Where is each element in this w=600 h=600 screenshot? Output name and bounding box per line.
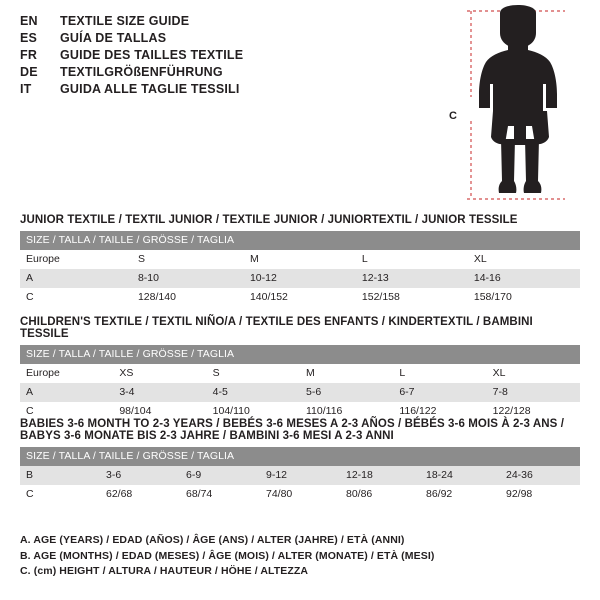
- junior-size-table: [20, 231, 580, 307]
- header-block: [20, 14, 440, 99]
- section-children: [20, 316, 580, 421]
- cell-value: 3-6: [100, 466, 180, 485]
- child-silhouette-figure: [445, 5, 585, 205]
- cell-value: 92/98: [500, 485, 580, 504]
- cell-value: 122/128: [487, 402, 580, 421]
- cell-value: 3-4: [113, 383, 206, 402]
- language-code-fr: FR: [20, 48, 38, 62]
- language-code-es: ES: [20, 31, 38, 45]
- table-header-row: [20, 345, 580, 364]
- cell-value: 140/152: [244, 288, 356, 307]
- cell-value: 9-12: [260, 466, 340, 485]
- cell-value: 98/104: [113, 402, 206, 421]
- header-row: [20, 14, 440, 28]
- header-row: [20, 82, 440, 96]
- header-row: [20, 65, 440, 79]
- cell-value: 86/92: [420, 485, 500, 504]
- cell-value: 8-10: [132, 269, 244, 288]
- height-measure-label: C: [449, 110, 457, 122]
- cell-value: XL: [487, 364, 580, 383]
- cell-value: 128/140: [132, 288, 244, 307]
- cell-value: L: [356, 250, 468, 269]
- cell-value: XS: [113, 364, 206, 383]
- header-title-es: GUÍA DE TALLAS: [60, 31, 167, 45]
- cell-value: 68/74: [180, 485, 260, 504]
- cell-value: 18-24: [420, 466, 500, 485]
- section-junior: [20, 214, 580, 307]
- cell-value: 14-16: [468, 269, 580, 288]
- size-header-label: SIZE / TALLA / TAILLE / GRÖSSE / TAGLIA: [20, 345, 580, 364]
- section-title-junior: JUNIOR TEXTILE / TEXTIL JUNIOR / TEXTILE JUNIOR / JUNIORTEXTIL / JUNIOR TESSILE: [20, 214, 518, 226]
- legend-line-a: A. AGE (YEARS) / EDAD (AÑOS) / ÂGE (ANS) / ALTER (JAHRE) / ETÀ (ANNI): [20, 534, 405, 546]
- cell-value: 104/110: [207, 402, 300, 421]
- cell-value: 10-12: [244, 269, 356, 288]
- row-label: A: [20, 269, 132, 288]
- cell-value: 152/158: [356, 288, 468, 307]
- legend-line-c: C. (cm) HEIGHT / ALTURA / HAUTEUR / HÖHE / ALTEZZA: [20, 565, 309, 577]
- cell-value: 6-7: [393, 383, 486, 402]
- section-title-children: CHILDREN'S TEXTILE / TEXTIL NIÑO/A / TEXTILE DES ENFANTS / KINDERTEXTIL / BAMBINI TESSILE: [20, 316, 533, 340]
- cell-value: XL: [468, 250, 580, 269]
- header-row: [20, 48, 440, 62]
- row-label: Europe: [20, 364, 113, 383]
- language-code-en: EN: [20, 14, 38, 28]
- cell-value: 12-13: [356, 269, 468, 288]
- cell-value: S: [132, 250, 244, 269]
- cell-value: 74/80: [260, 485, 340, 504]
- section-babies: [20, 418, 580, 504]
- cell-value: 62/68: [100, 485, 180, 504]
- table-row: [20, 250, 580, 269]
- silhouette-svg: [445, 5, 585, 205]
- table-row: [20, 288, 580, 307]
- cell-value: 7-8: [487, 383, 580, 402]
- table-row: [20, 383, 580, 402]
- row-label: C: [20, 288, 132, 307]
- row-label: C: [20, 402, 113, 421]
- header-title-it: GUIDA ALLE TAGLIE TESSILI: [60, 82, 240, 96]
- cell-value: 12-18: [340, 466, 420, 485]
- babies-size-table: [20, 447, 580, 504]
- table-row: [20, 485, 580, 504]
- table-row: [20, 364, 580, 383]
- children-size-table: [20, 345, 580, 421]
- cell-value: 5-6: [300, 383, 393, 402]
- size-header-label: SIZE / TALLA / TAILLE / GRÖSSE / TAGLIA: [20, 231, 580, 250]
- cell-value: M: [300, 364, 393, 383]
- toddler-silhouette: [479, 5, 557, 193]
- legend-line-b: B. AGE (MONTHS) / EDAD (MESES) / ÂGE (MOIS) / ALTER (MONATE) / ETÀ (MESI): [20, 549, 435, 562]
- table-header-row: [20, 447, 580, 466]
- language-code-it: IT: [20, 82, 32, 96]
- cell-value: M: [244, 250, 356, 269]
- size-header-label: SIZE / TALLA / TAILLE / GRÖSSE / TAGLIA: [20, 447, 580, 466]
- cell-value: L: [393, 364, 486, 383]
- cell-value: 4-5: [207, 383, 300, 402]
- section-title-babies: BABIES 3-6 MONTH TO 2-3 YEARS / BEBÉS 3-6 MESES A 2-3 AÑOS / BÉBÉS 3-6 MOIS À 2-3 ANS / BABYS 3-6 MONATE BIS 2-3 JAHRE / BAMBINI 3-6 MESI A 2-3 ANNI: [20, 418, 564, 442]
- cell-value: 110/116: [300, 402, 393, 421]
- table-row: [20, 269, 580, 288]
- cell-value: S: [207, 364, 300, 383]
- table-row: [20, 466, 580, 485]
- header-title-en: TEXTILE SIZE GUIDE: [60, 14, 190, 28]
- header-title-de: TEXTILGRÖßENFÜHRUNG: [60, 65, 223, 79]
- cell-value: 116/122: [393, 402, 486, 421]
- row-label: Europe: [20, 250, 132, 269]
- legend-block: [20, 533, 580, 580]
- header-row: [20, 31, 440, 45]
- language-code-de: DE: [20, 65, 38, 79]
- row-label: A: [20, 383, 113, 402]
- cell-value: 24-36: [500, 466, 580, 485]
- cell-value: 6-9: [180, 466, 260, 485]
- cell-value: 158/170: [468, 288, 580, 307]
- cell-value: 80/86: [340, 485, 420, 504]
- row-label: B: [20, 466, 100, 485]
- table-header-row: [20, 231, 580, 250]
- row-label: C: [20, 485, 100, 504]
- header-title-fr: GUIDE DES TAILLES TEXTILE: [60, 48, 244, 62]
